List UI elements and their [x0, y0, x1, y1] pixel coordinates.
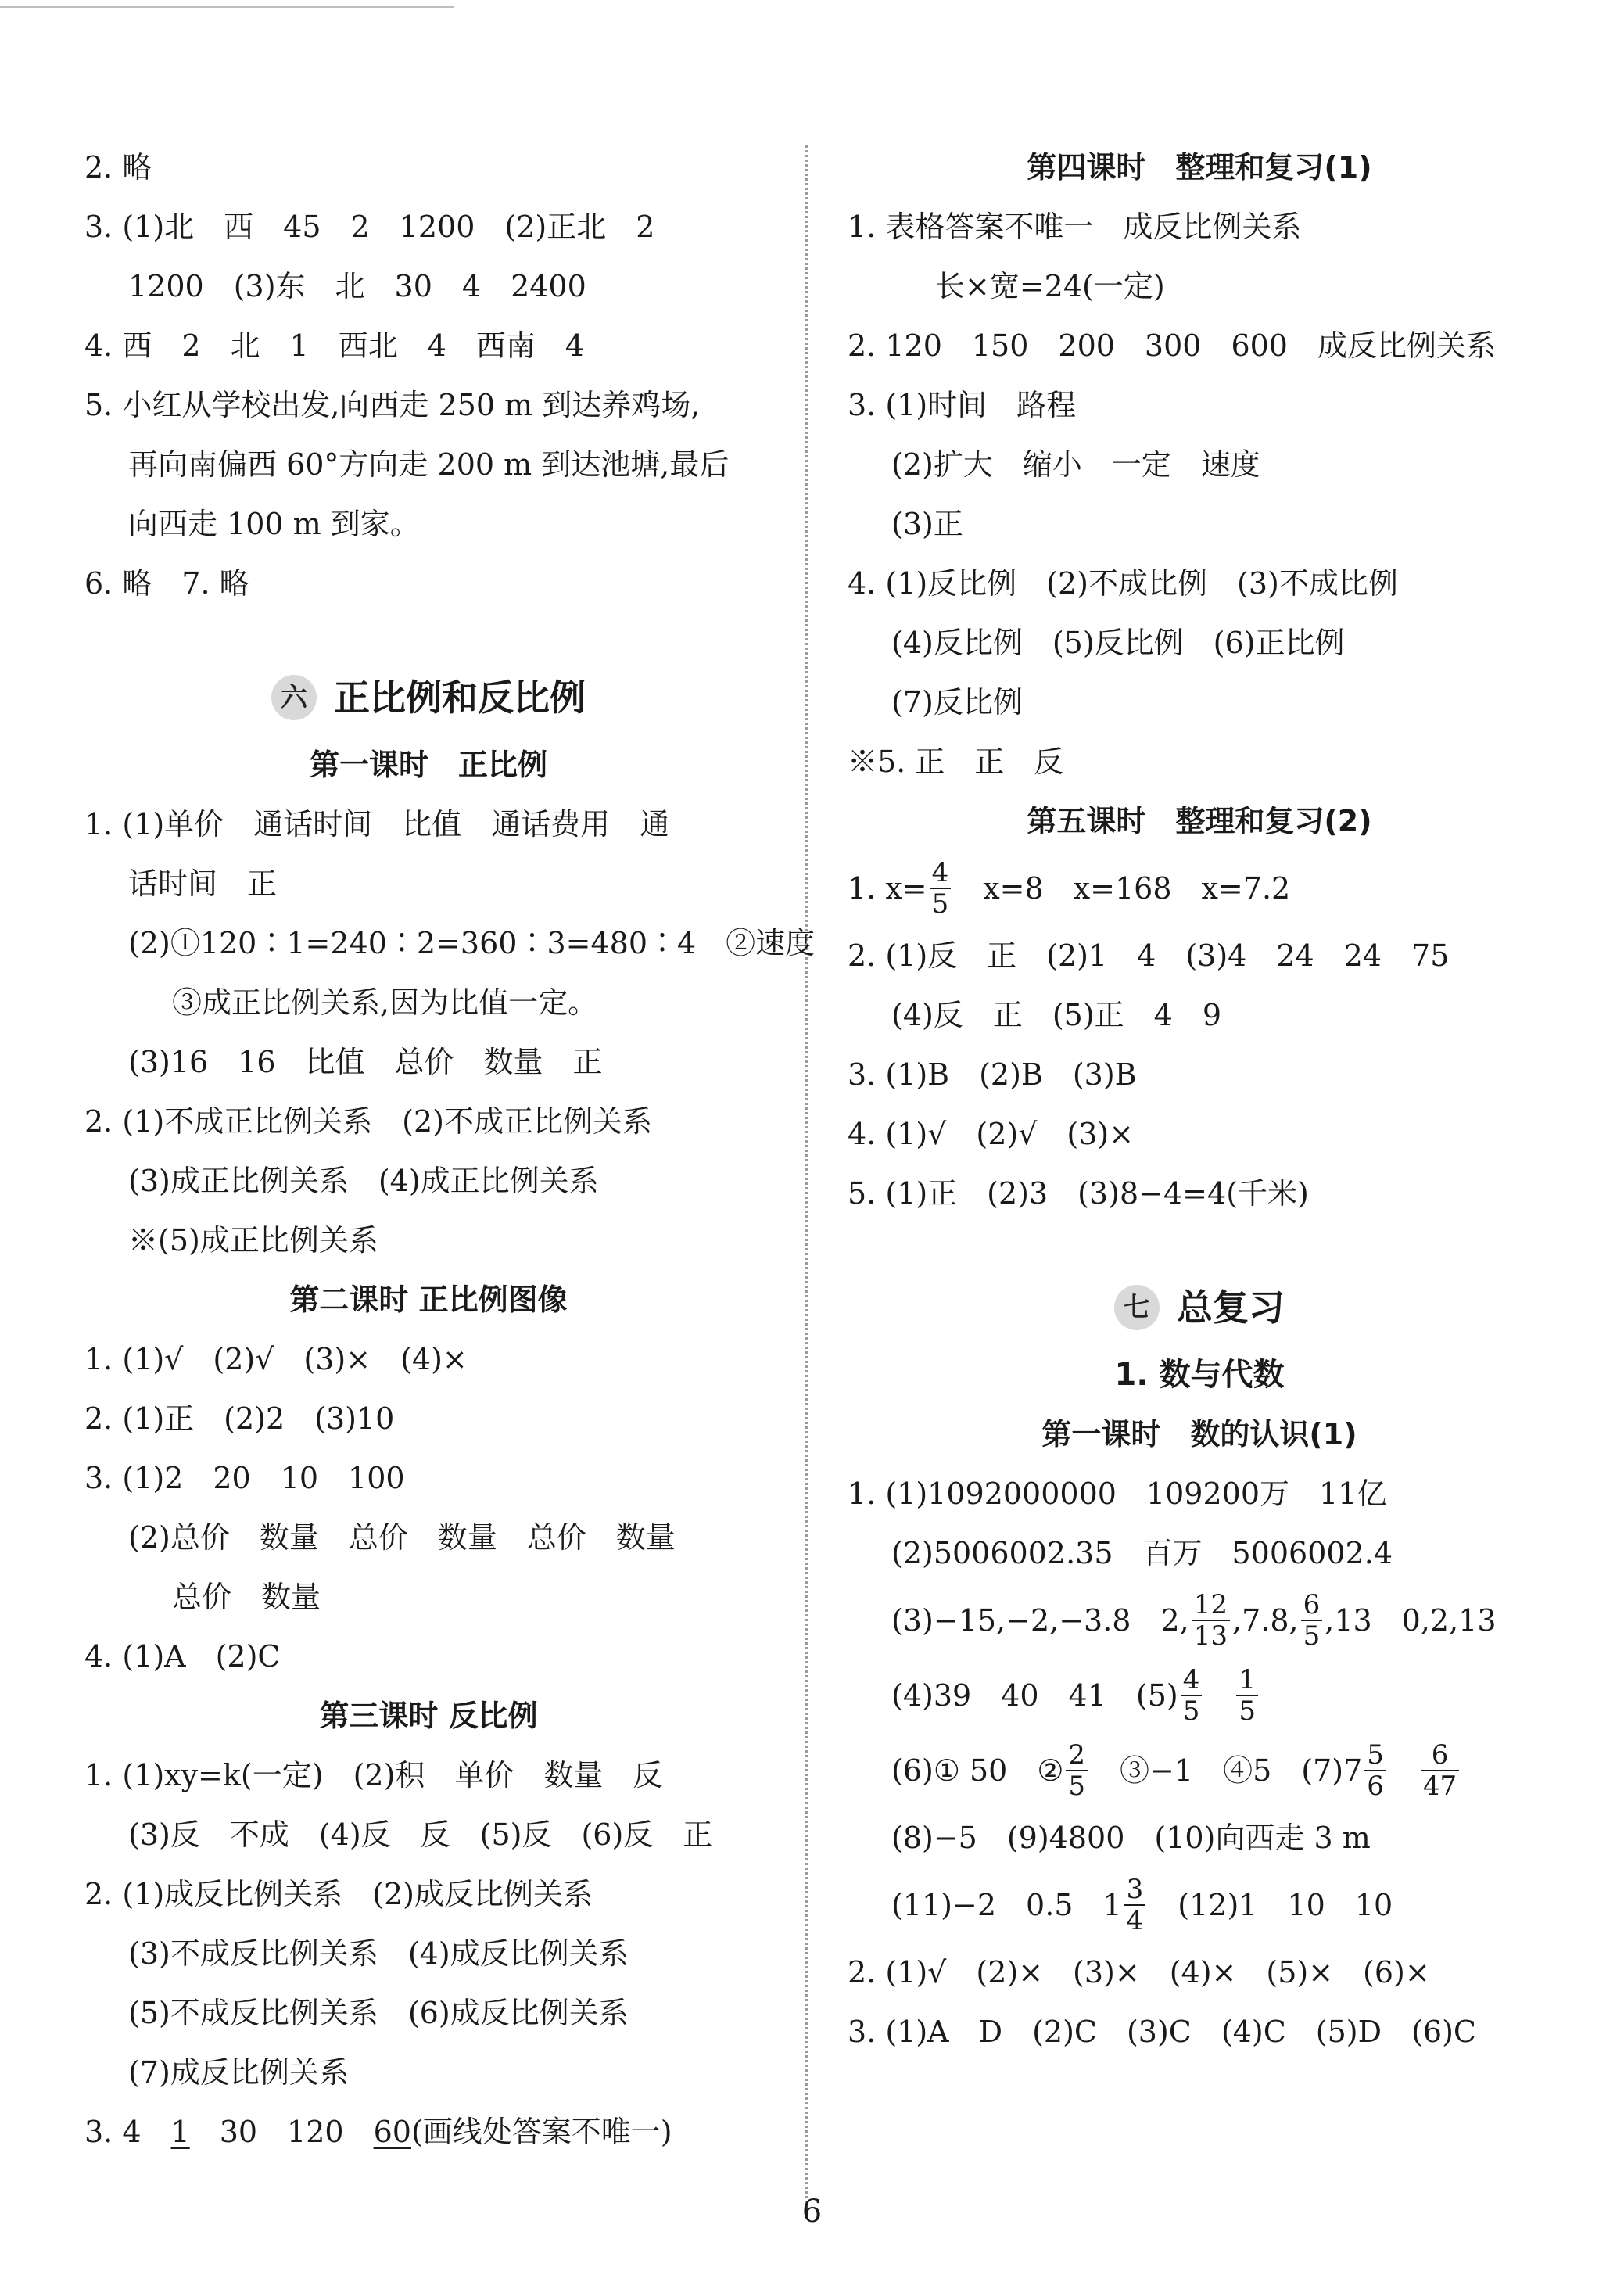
- unit-badge: 七: [1114, 1285, 1160, 1330]
- answer-line: (8)−5 (9)4800 (10)向西走 3 m: [891, 1821, 1371, 1855]
- answer-line: 2. (1)不成正比例关系 (2)不成正比例关系: [84, 1104, 652, 1139]
- answer-line: 2. (1)√ (2)× (3)× (4)× (5)× (6)×: [848, 1955, 1430, 1990]
- answer-line: 2. (1)成反比例关系 (2)成反比例关系: [84, 1877, 593, 1911]
- unit-heading: [84, 660, 773, 735]
- answer-line: (2)扩大 缩小 一定 速度: [891, 447, 1260, 482]
- fraction: $\frac{2}{5}$: [1066, 1742, 1088, 1799]
- answer-line: (4)反比例 (5)反比例 (6)正比例: [891, 626, 1345, 660]
- answer-line: (6)① 50 ② $\frac{2}{5}$ ③−1 ④5 (7)7 $\frac{5}{6}$ $\frac{6}{47}$: [848, 1733, 1551, 1808]
- answer-line: (7)反比例: [891, 685, 1023, 719]
- left-column: [84, 138, 816, 2162]
- answer-line: (3)正: [891, 507, 963, 541]
- answer-line: 4. 西 2 北 1 西北 4 西南 4: [84, 328, 585, 363]
- section-title: 1. 数与代数: [1114, 1357, 1285, 1393]
- right-column: [848, 138, 1551, 2061]
- lesson-title: 第四课时 整理和复习(1): [1027, 150, 1372, 185]
- unit-title: 正比例和反比例: [334, 676, 586, 719]
- answer-line: 1. 表格答案不唯一 成反比例关系: [848, 210, 1302, 244]
- answer-line: 3. 4 1 30 120 60(画线处答案不唯一): [84, 2115, 672, 2149]
- answer-line: 6. 略 7. 略: [84, 566, 249, 601]
- fraction: $\frac{4}{5}$: [1181, 1667, 1203, 1724]
- answer-line: 5. 小红从学校出发,向西走 250 m 到达养鸡场,: [84, 388, 701, 422]
- unit-title: 总复习: [1177, 1286, 1285, 1329]
- answer-line: 1. (1)1092000000 109200万 11亿: [848, 1476, 1387, 1511]
- answer-line: 4. (1)反比例 (2)不成比例 (3)不成比例: [848, 566, 1398, 601]
- answer-line: (2)总价 数量 总价 数量 总价 数量: [128, 1520, 676, 1555]
- answer-line: (11)−2 0.5 1 $\frac{3}{4}$ (12)1 10 10: [891, 1873, 1393, 1936]
- lesson-title: 第一课时 正比例: [309, 748, 547, 782]
- answer-line: (4)39 40 41 (5) $\frac{4}{5}$ $\frac{1}{5}$: [848, 1658, 1551, 1733]
- page-number: 6: [801, 2194, 823, 2230]
- answer-line: 3. (1)北 西 45 2 1200 (2)正北 2: [84, 210, 655, 244]
- answer-line: (2)①120∶1=240∶2=360∶3=480∶4 ②速度: [128, 926, 816, 960]
- answer-line: 1. x= $\frac{4}{5}$ x=8 x=168 x=7.2: [848, 856, 1291, 920]
- answer-line: ※(5)成正比例关系: [128, 1223, 378, 1258]
- fraction: $\frac{6}{47}$: [1421, 1742, 1459, 1799]
- answer-line: 4. (1)√ (2)√ (3)×: [848, 1117, 1135, 1151]
- answer-line: 3. (1)A D (2)C (3)C (4)C (5)D (6)C: [848, 2015, 1476, 2049]
- fraction: $\frac{3}{4}$: [1124, 1876, 1146, 1934]
- lesson-title: 第二课时 正比例图像: [289, 1283, 568, 1317]
- answer-line: (3)反 不成 (4)反 反 (5)反 (6)反 正: [128, 1817, 713, 1852]
- answer-line: 1. (1)√ (2)√ (3)× (4)×: [84, 1342, 468, 1376]
- underlined-answer: 1: [170, 2115, 190, 2149]
- answer-line: (3)成正比例关系 (4)成正比例关系: [128, 1164, 599, 1198]
- answer-line: 再向南偏西 60°方向走 200 m 到达池塘,最后: [128, 447, 730, 482]
- fraction: $\frac{1}{5}$: [1236, 1667, 1258, 1724]
- answer-line: 2. (1)正 (2)2 (3)10: [84, 1401, 395, 1436]
- answer-line: (4)反 正 (5)正 4 9: [891, 998, 1222, 1032]
- answer-line: 3. (1)时间 路程: [848, 388, 1077, 422]
- answer-line: ③成正比例关系,因为比值一定。: [172, 985, 598, 1020]
- answer-line: (3)不成反比例关系 (4)成反比例关系: [128, 1936, 629, 1971]
- answer-line: 话时间 正: [128, 867, 278, 901]
- underlined-answer: 60: [373, 2115, 411, 2149]
- answer-line: 2. 120 150 200 300 600 成反比例关系: [848, 328, 1496, 363]
- fraction: $\frac{6}{5}$: [1301, 1591, 1323, 1649]
- answer-line: 3. (1)B (2)B (3)B: [848, 1057, 1137, 1092]
- answer-line: (5)不成反比例关系 (6)成反比例关系: [128, 1996, 629, 2030]
- answer-line: 2. (1)反 正 (2)1 4 (3)4 24 24 75: [848, 938, 1450, 973]
- answer-line: 4. (1)A (2)C: [84, 1639, 281, 1674]
- answer-line: 总价 数量: [172, 1580, 321, 1614]
- answer-line: 5. (1)正 (2)3 (3)8−4=4(千米): [848, 1176, 1309, 1211]
- column-divider: [805, 145, 808, 2209]
- answer-line: 1. (1)单价 通话时间 比值 通话费用 通: [84, 807, 670, 841]
- lesson-title: 第五课时 整理和复习(2): [1027, 804, 1372, 838]
- answer-line: (3)−15,−2,−3.8 2, $\frac{12}{13}$ ,7.8, $\frac{6}{5}$ ,13 0,2,13: [891, 1588, 1497, 1652]
- lesson-title: 第三课时 反比例: [319, 1699, 538, 1733]
- answer-line: (2)5006002.35 百万 5006002.4: [891, 1536, 1393, 1570]
- unit-heading: [848, 1270, 1551, 1345]
- answer-line: (7)成反比例关系: [128, 2055, 349, 2090]
- unit-badge: 六: [271, 675, 317, 720]
- answer-line: 向西走 100 m 到家。: [128, 507, 420, 541]
- fraction: $\frac{4}{5}$: [930, 859, 952, 917]
- answer-line: ※5. 正 正 反: [848, 745, 1064, 779]
- answer-line: (3)16 16 比值 总价 数量 正: [128, 1045, 603, 1079]
- answer-line: 1. (1)xy=k(一定) (2)积 单价 数量 反: [84, 1758, 663, 1792]
- lesson-title: 第一课时 数的认识(1): [1041, 1417, 1357, 1451]
- answer-line: 长×宽=24(一定): [935, 269, 1165, 303]
- top-rule: [0, 6, 454, 8]
- answer-line: 3. (1)2 20 10 100: [84, 1461, 405, 1495]
- fraction: $\frac{5}{6}$: [1364, 1742, 1386, 1799]
- answer-line: 2. 略: [84, 150, 152, 185]
- fraction: $\frac{12}{13}$: [1192, 1591, 1230, 1649]
- answer-line: 1200 (3)东 北 30 4 2400: [128, 269, 586, 303]
